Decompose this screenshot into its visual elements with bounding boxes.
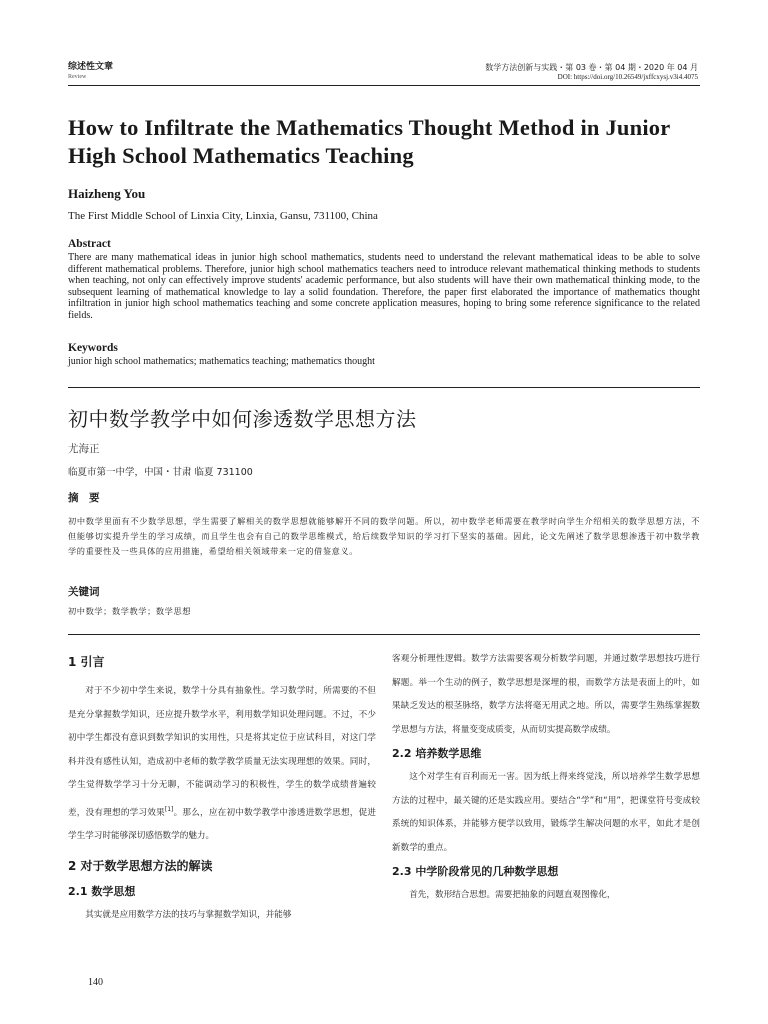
english-abstract: There are many mathematical ideas in junior high school mathematics, students need to understand the relevant mathematical ideas to be able to solve different mathematical problems. Therefore, junior high school mathematics teachers need to introduce relevant mathematical thinking methods to students when teaching, not only can effectively improve students' academic performance, but also students will have their own mathematical thinking mode, to the subsequent learning of mathematical knowledge to lay a solid foundation. Therefore, the paper first elaborated the importance of mathematics thought infiltration in junior high school mathematics teaching and some concrete application measures, hoping to bring some reference significance to the related fields. <box>68 252 700 321</box>
article-type-sub: Review <box>68 74 87 80</box>
section-2-3-heading: 2.3 中学阶段常见的几种数学思想 <box>392 865 559 878</box>
section-2-2-paragraph: 这个对学生有百利而无一害。因为纸上得来终觉浅，所以培养学生数学思想方法的过程中，最关键的还是实践应用。要结合“学”和“用”，把课堂符号变成较系统的知识体系，并能够方便学以致用，锻炼学生解决问题的水平，如此才是创新数学的重点。 <box>392 772 700 853</box>
section-2-1-paragraph: 其实就是应用数学方法的技巧与掌握数学知识，并能够 <box>85 910 292 921</box>
chinese-affiliation: 临夏市第一中学，中国・甘肃 临夏 731100 <box>68 467 253 478</box>
section-divider <box>68 387 700 388</box>
chinese-author: 尤海正 <box>68 443 100 455</box>
chinese-title: 初中数学教学中如何渗透数学思想方法 <box>68 407 417 431</box>
body-left-column <box>68 646 376 928</box>
english-keywords: junior high school mathematics; mathematics teaching; mathematics thought <box>68 356 375 367</box>
header-right <box>485 62 698 82</box>
journal-info: 数学方法创新与实践・第 03 卷・第 04 期・2020 年 04 月 <box>485 63 698 72</box>
section-1-text-end: 。那么，应在初中数学教学中渗透进数学思想，促进学生学习时能够深切感悟数学的魅力。 <box>68 807 376 841</box>
continued-paragraph: 客观分析理性逻辑。数学方法需要客观分析数学问题，并通过数学思想技巧进行解题。举一个生动的例子，数学思想是深埋的根，而数学方法是表面上的叶，如果缺乏发达的根茎脉络，数学方法将毫无用武之地。所以，需要学生熟练掌握数学思想与方法，将量变变成质变，从而切实提高数学成绩。 <box>392 654 700 735</box>
english-affiliation: The First Middle School of Linxia City, Linxia, Gansu, 731100, China <box>68 210 378 222</box>
chinese-abstract-label: 摘 要 <box>68 492 100 504</box>
body-right-column <box>392 648 700 908</box>
article-type-label: 综述性文章 <box>68 62 114 72</box>
header-rule <box>68 85 700 86</box>
section-1-text: 对于不少初中学生来说，数学十分具有抽象性。学习数学时，所需要的不但是充分掌握数学知识，还应提升数学水平，利用数学知识处理问题。不过，不少初中学生都没有意识到数学知识的实用性，只是将其定位于应试科目，对这门学科并没有感性认知，造成初中老师的数学教学质量无法实现理想的效果。同时，学生觉得数学学习十分无聊，不能调动学习的积极性，学生的数学成绩普遍较差，没有理想的学习效果 <box>68 686 376 818</box>
abstract-label: Abstract <box>68 238 111 250</box>
page-number: 140 <box>88 977 103 988</box>
citation-ref[interactable]: [1] <box>164 805 174 813</box>
section-1-paragraph <box>68 680 376 848</box>
section-2-heading: 2 对于数学思想方法的解读 <box>68 859 213 874</box>
header-left <box>68 62 113 81</box>
section-2-1-heading: 2.1 数学思想 <box>68 885 136 899</box>
english-title: How to Infiltrate the Mathematics Thought Method in Junior High School Mathematics Teaching <box>68 115 671 168</box>
section-2-3-paragraph: 首先，数形结合思想。需要把抽象的问题直观图像化， <box>409 890 616 900</box>
chinese-keywords: 初中数学；数学教学；数学思想 <box>68 606 192 616</box>
chinese-abstract: 初中数学里面有不少数学思想，学生需要了解相关的数学思想就能够解开不同的数学问题。所以，初中数学老师需要在教学时向学生介绍相关的数学思想方法，不但能够切实提升学生的学习成绩，而且学生也会有自己的数学思维模式，给后续数学知识的学习打下坚实的基础。因此，论文先阐述了数学思想渗透于初中数学教学的重要性及一些具体的应用措施，希望给相关领域带来一定的借鉴意义。 <box>68 516 700 556</box>
body-divider <box>68 634 700 635</box>
english-author: Haizheng You <box>68 186 146 201</box>
doi-link[interactable]: DOI: https://doi.org/10.26549/jxffcxysj.v3i4.4075 <box>557 73 698 81</box>
section-2-2-heading: 2.2 培养数学思维 <box>392 747 482 760</box>
keywords-label: Keywords <box>68 342 118 354</box>
section-1-heading: 1 引言 <box>68 655 105 669</box>
chinese-keywords-label: 关键词 <box>68 586 100 598</box>
